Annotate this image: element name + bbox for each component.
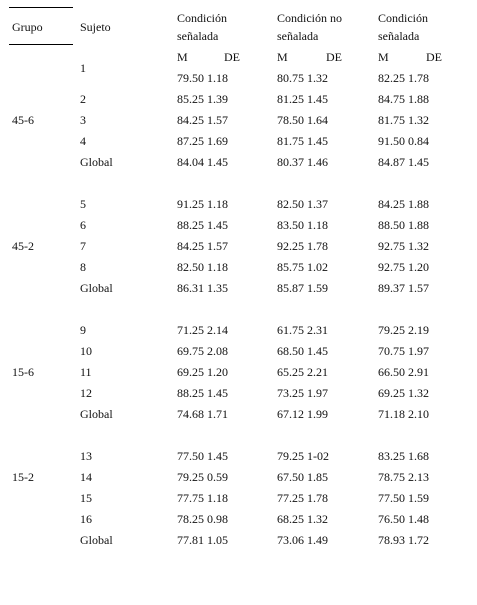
value-cell: 91.25 1.18	[177, 197, 228, 211]
value-cell: 82.25 1.78	[378, 71, 429, 85]
subject-cell: 13	[80, 449, 92, 463]
subject-cell: 11	[80, 365, 92, 379]
value-cell: 82.50 1.18	[177, 260, 228, 274]
value-cell: 84.25 1.88	[378, 197, 429, 211]
value-cell: 92.75 1.20	[378, 260, 429, 274]
value-cell: 92.75 1.32	[378, 239, 429, 253]
value-cell: 84.75 1.88	[378, 92, 429, 106]
header-cond2-m: M	[277, 50, 288, 64]
value-cell: 88.25 1.45	[177, 218, 228, 232]
header-sujeto: Sujeto	[80, 20, 111, 34]
value-cell: 77.50 1.59	[378, 491, 429, 505]
value-cell: 71.18 2.10	[378, 407, 429, 421]
subject-cell: 16	[80, 512, 92, 526]
value-cell: 84.87 1.45	[378, 155, 429, 169]
value-cell: 61.75 2.31	[277, 323, 328, 337]
value-cell: 70.75 1.97	[378, 344, 429, 358]
subject-cell: 5	[80, 197, 86, 211]
value-cell: 87.25 1.69	[177, 134, 228, 148]
value-cell: 84.04 1.45	[177, 155, 228, 169]
value-cell: 83.25 1.68	[378, 449, 429, 463]
header-cond2-de: DE	[326, 50, 342, 64]
header-cond3-line2: señalada	[378, 29, 420, 43]
value-cell: 81.25 1.45	[277, 92, 328, 106]
subject-cell: Global	[80, 407, 113, 421]
value-cell: 74.68 1.71	[177, 407, 228, 421]
value-cell: 65.25 2.21	[277, 365, 328, 379]
value-cell: 67.50 1.85	[277, 470, 328, 484]
value-cell: 80.75 1.32	[277, 71, 328, 85]
value-cell: 69.75 2.08	[177, 344, 228, 358]
header-cond2-line2: señalada	[277, 29, 319, 43]
value-cell: 91.50 0.84	[378, 134, 429, 148]
subject-cell: 3	[80, 113, 86, 127]
value-cell: 88.50 1.88	[378, 218, 429, 232]
value-cell: 77.50 1.45	[177, 449, 228, 463]
subject-cell: 15	[80, 491, 92, 505]
group-label: 15-6	[12, 365, 34, 379]
subject-cell: Global	[80, 533, 113, 547]
subject-cell: 10	[80, 344, 92, 358]
group-label: 15-2	[12, 470, 34, 484]
value-cell: 79.25 0.59	[177, 470, 228, 484]
group-label: 45-6	[12, 113, 34, 127]
header-cond3-line1: Condición	[378, 11, 428, 25]
value-cell: 85.75 1.02	[277, 260, 328, 274]
value-cell: 85.87 1.59	[277, 281, 328, 295]
value-cell: 89.37 1.57	[378, 281, 429, 295]
group-label: 45-2	[12, 239, 34, 253]
header-cond3-de: DE	[426, 50, 442, 64]
value-cell: 69.25 1.32	[378, 386, 429, 400]
header-cond3-m: M	[378, 50, 389, 64]
value-cell: 81.75 1.45	[277, 134, 328, 148]
value-cell: 84.25 1.57	[177, 113, 228, 127]
subject-cell: 8	[80, 260, 86, 274]
value-cell: 76.50 1.48	[378, 512, 429, 526]
value-cell: 73.25 1.97	[277, 386, 328, 400]
subject-cell: Global	[80, 281, 113, 295]
value-cell: 66.50 2.91	[378, 365, 429, 379]
value-cell: 68.50 1.45	[277, 344, 328, 358]
value-cell: 88.25 1.45	[177, 386, 228, 400]
subject-cell: Global	[80, 155, 113, 169]
header-cond1-de: DE	[224, 50, 240, 64]
value-cell: 84.25 1.57	[177, 239, 228, 253]
header-cond2-line1: Condición no	[277, 11, 342, 25]
header-grupo: Grupo	[12, 20, 43, 34]
value-cell: 68.25 1.32	[277, 512, 328, 526]
value-cell: 77.81 1.05	[177, 533, 228, 547]
value-cell: 78.75 2.13	[378, 470, 429, 484]
header-cond1-line2: señalada	[177, 29, 219, 43]
subject-cell: 2	[80, 92, 86, 106]
value-cell: 85.25 1.39	[177, 92, 228, 106]
subject-cell: 9	[80, 323, 86, 337]
value-cell: 69.25 1.20	[177, 365, 228, 379]
subject-cell: 7	[80, 239, 86, 253]
header-cond1-line1: Condición	[177, 11, 227, 25]
value-cell: 80.37 1.46	[277, 155, 328, 169]
value-cell: 78.93 1.72	[378, 533, 429, 547]
value-cell: 79.50 1.18	[177, 71, 228, 85]
value-cell: 83.50 1.18	[277, 218, 328, 232]
value-cell: 78.50 1.64	[277, 113, 328, 127]
header-cond1-m: M	[177, 50, 188, 64]
subject-cell: 14	[80, 470, 92, 484]
header-top-rule	[9, 7, 73, 8]
value-cell: 71.25 2.14	[177, 323, 228, 337]
subject-cell: 4	[80, 134, 86, 148]
header-bottom-rule	[9, 44, 73, 45]
value-cell: 67.12 1.99	[277, 407, 328, 421]
value-cell: 81.75 1.32	[378, 113, 429, 127]
value-cell: 92.25 1.78	[277, 239, 328, 253]
value-cell: 79.25 2.19	[378, 323, 429, 337]
value-cell: 73.06 1.49	[277, 533, 328, 547]
value-cell: 82.50 1.37	[277, 197, 328, 211]
value-cell: 78.25 0.98	[177, 512, 228, 526]
value-cell: 86.31 1.35	[177, 281, 228, 295]
subject-cell: 6	[80, 218, 86, 232]
value-cell: 79.25 1-02	[277, 449, 329, 463]
subject-cell: 1	[80, 61, 86, 75]
value-cell: 77.75 1.18	[177, 491, 228, 505]
subject-cell: 12	[80, 386, 92, 400]
value-cell: 77.25 1.78	[277, 491, 328, 505]
